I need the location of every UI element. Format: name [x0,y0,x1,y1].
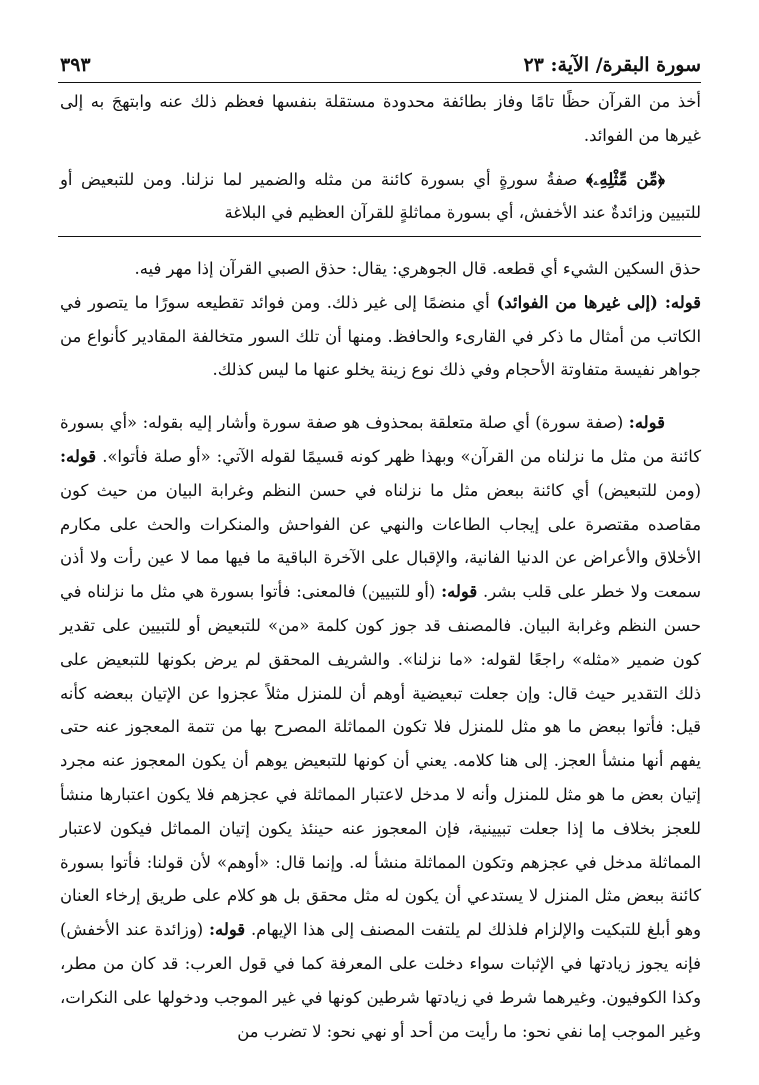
main-paragraph [60,163,701,231]
commentary-paragraph: حذق السكين الشيء أي قطعه. قال الجوهري: يقال: حذق الصبي القرآن إذا مهر فيه. [134,259,701,278]
keyword-qawluhu: قوله: [441,582,478,602]
commentary-text-run: (ومن للتبعيض) أي كائنة ببعض مثل ما نزلناه في حسن النظم وغرابة البيان من حيث كون مقاصده مقتصرة على إيجاب الطاعات والنهي عن الفواحش والمنكرات والحث على مكارم الأخلاق والأعراض عن الدنيا الفانية، والإقبال على الآخرة الباقية ما فيها مما لا عين رأت ولا أذن سمعت ولا خطر على قلب بشر. [60,480,701,602]
running-header [60,40,701,80]
commentary-text-run: (صفة سورة) أي صلة متعلقة بمحذوف هو صفة سورة وأشار إليه بقوله: «أي بسورة كائنة من مثل ما نزلناه من القرآن» وبهذا ظهر كونه قسيمًا لقوله الآتي: «أو صلة فأتوا». [60,413,701,466]
main-text [60,85,701,230]
commentary-text-run: أي منضمًا إلى غير ذلك. ومن فوائد تقطيعه سورًا ما يتصور في الكاتب من أمثال ما ذكر في القارىء والحافظ. ومنها أن تلك السور متخالفة المقادير كأنواع من جواهر نفيسة متفاوتة الأحجام وفي ذلك نوع زينة يخلو عنها ما ليس كذلك. [60,292,701,380]
page-number: ٣٩٣ [60,54,91,76]
chapter-title: سورة البقرة/ الآية: ٢٣ [523,54,701,76]
commentary-text-run: (أو للتبيين) فالمعنى: فأتوا بسورة هي مثل ما نزلناه في حسن النظم وغرابة البيان. فالمصنف قد جوز كون كلمة «من» للتبعيض أو للتبيين على تقدير كون ضمير «مثله» راجعًا لقوله: «ما نزلنا». والشريف المحقق لم يرض بكونها للتبعيض على ذلك التقدير حيث قال: وإن جعلت تبعيضية أوهم أن للمنزل مثلاً عجزوا عن الإتيان ببعضه كأنه قيل: فأتوا ببعض ما هو مثل للمنزل فلا تكون المماثلة المصرح بها من تتمة المعجوز عنه حتى يفهم أنها منشأ العجز. إلى هنا كلامه. يعني أن كونها للتبعيض يوهم أن يكون المعجوز عنه مجرد إتيان بعض ما هو مثل للمنزل وأنه لا مدخل لاعتبار المماثلة في عجزهم فلا يكون اعتبارها منشأ للعجز بخلاف ما إذا جعلت تبيينية، فإن المعجوز عنه حينئذ يكون إتيان المماثل فيكون لاعتبار المماثلة مدخل في عجزهم وتكون المماثلة منشأ له. وإنما قال: «أوهم» لأن قولنا: فأتوا بسورة كائنة ببعض مثل المنزل لا يستدعي أن يكون له مثل محقق بل هو كلام على طريق إرخاء العنان وهو أبلغ للتبكيت والإلزام فلذلك لم يلتفت المصنف إلى هذا الإيهام. [60,582,701,940]
keyword-qawluhu: قوله: [664,292,701,312]
keyword-qawluhu: قوله: [208,920,246,940]
main-paragraph: أخذ من القرآن حظًا تامًا وفاز بطائفة محدودة مستقلة بنفسها فعظم ذلك عنه وابتهجَ به إلى غيرها من الفوائد. [60,92,701,145]
keyword-qawluhu: قوله: [60,446,97,466]
separator-rule [58,236,701,237]
keyword-qawluhu: قوله: [628,413,665,433]
ayah-quote: ﴿مِّن مِّثْلِهِۦ﴾ [585,169,665,189]
commentary-text [60,252,701,1048]
commentary-paragraph [60,286,701,387]
quoted-phrase: (إلى غيرها من الفوائد) [489,292,665,312]
commentary-paragraph [60,406,701,1048]
commentary-text-run: (وزائدة عند الأخفش) فإنه يجوز زيادتها في الإثبات سواء دخلت على المعرفة كما في قول العرب: قد كان من مطر، وكذا الكوفيون. وغيرهما شرط في زيادتها شرطين كونها في غير الموجب ودخولها على النكرات، وغير الموجب إما نفي نحو: ما رأيت من أحد أو نهي نحو: لا تضرب من [60,920,701,1041]
header-rule [58,82,701,83]
main-paragraph-text: صفةُ سورةٍ أي بسورة كائنة من مثله والضمير لما نزلنا. ومن للتبعيض أو للتبيين وزائدةٌ عند الأخفش، أي بسورة مماثلةٍ للقرآن العظيم في البلاغة [60,169,701,223]
